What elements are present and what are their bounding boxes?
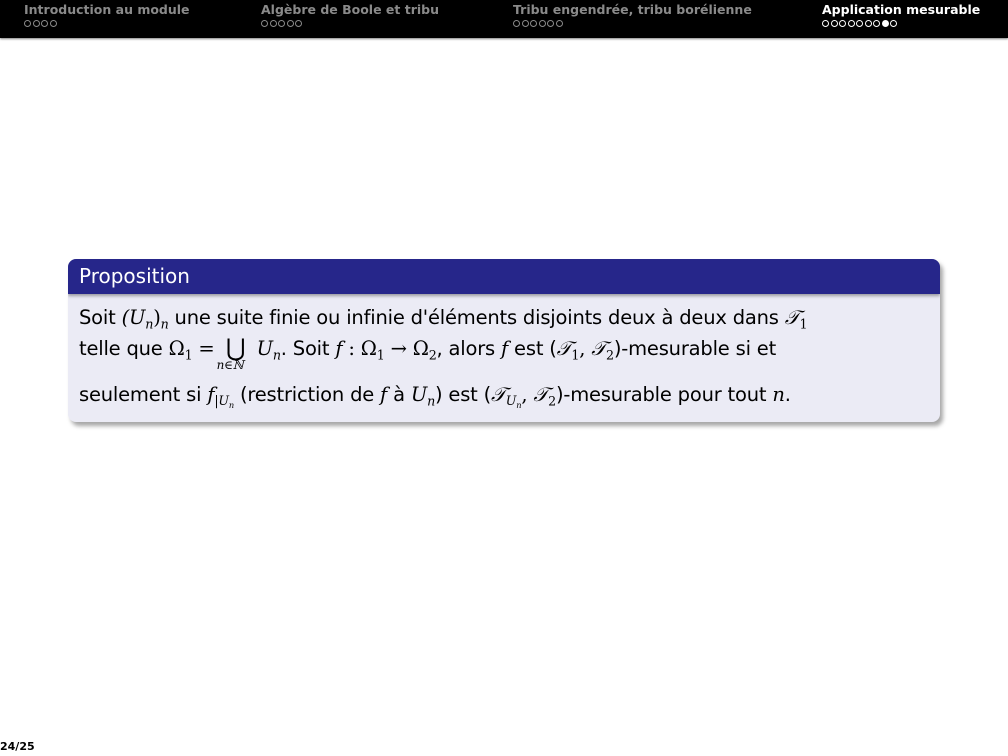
math-sub: 1 bbox=[571, 347, 580, 363]
text: à bbox=[387, 383, 411, 406]
math-sub-text: |U bbox=[214, 393, 229, 409]
math-n: n bbox=[772, 383, 785, 406]
math-calligraphic-t: 𝒯 bbox=[556, 337, 572, 360]
nav-dot[interactable] bbox=[547, 20, 554, 27]
page-number: 24/25 bbox=[0, 740, 35, 753]
nav-section-application-mesurable[interactable] bbox=[822, 2, 980, 28]
nav-dot[interactable] bbox=[513, 20, 520, 27]
big-union-operator bbox=[216, 333, 251, 372]
math-sub: 2 bbox=[548, 393, 556, 409]
text: )-mesurable si et bbox=[613, 337, 777, 360]
nav-section-tribu-engendree[interactable] bbox=[513, 2, 752, 28]
math-comma: , bbox=[521, 383, 534, 406]
nav-dot[interactable] bbox=[556, 20, 563, 27]
nav-dot[interactable] bbox=[873, 20, 880, 27]
nav-dot[interactable] bbox=[24, 20, 31, 27]
nav-section-title[interactable]: Application mesurable bbox=[822, 2, 981, 17]
nav-dot[interactable] bbox=[831, 20, 838, 27]
math-sub: n bbox=[145, 316, 154, 332]
nav-dot[interactable] bbox=[261, 20, 268, 27]
nav-dot[interactable] bbox=[856, 20, 863, 27]
math-sub: 2 bbox=[428, 347, 437, 363]
math-restriction-sub bbox=[214, 393, 234, 411]
math-sub: n bbox=[272, 347, 281, 363]
block-title: Proposition bbox=[68, 259, 940, 294]
text: , alors bbox=[436, 337, 502, 360]
math-calligraphic-t: 𝒯 bbox=[491, 383, 506, 406]
nav-dot[interactable] bbox=[822, 20, 829, 27]
math-sub: 1 bbox=[184, 347, 193, 363]
math-omega: Ω bbox=[360, 337, 377, 360]
nav-section-boole[interactable] bbox=[261, 2, 439, 28]
nav-section-dots bbox=[822, 18, 980, 28]
nav-section-title[interactable]: Algèbre de Boole et tribu bbox=[261, 2, 439, 17]
text: telle que bbox=[79, 337, 169, 360]
proposition-line-1 bbox=[79, 302, 929, 333]
text: est ( bbox=[508, 337, 557, 360]
math-omega: Ω bbox=[168, 337, 185, 360]
math-comma: , bbox=[579, 337, 592, 360]
nav-dot[interactable] bbox=[539, 20, 546, 27]
math-u: U bbox=[410, 383, 428, 406]
text: une suite finie ou infinie d'éléments disjoints deux à deux dans bbox=[168, 306, 785, 329]
text: ) est ( bbox=[435, 383, 492, 406]
math-sub-text: U bbox=[505, 393, 517, 409]
math-equals: = bbox=[192, 337, 221, 360]
nav-section-dots bbox=[24, 18, 190, 28]
math-f: f bbox=[335, 337, 343, 360]
nav-dot[interactable] bbox=[865, 20, 872, 27]
nav-dot[interactable] bbox=[530, 20, 537, 27]
math-omega: Ω bbox=[412, 337, 429, 360]
math-u: U bbox=[256, 337, 273, 360]
proposition-block bbox=[68, 259, 940, 422]
text: )-mesurable pour tout bbox=[555, 383, 773, 406]
nav-dot[interactable] bbox=[33, 20, 40, 27]
nav-dot[interactable] bbox=[41, 20, 48, 27]
math-calligraphic-t: 𝒯 bbox=[533, 383, 549, 406]
nav-dot[interactable] bbox=[278, 20, 285, 27]
math-calligraphic-t: 𝒯 bbox=[591, 337, 607, 360]
navigation-bar bbox=[0, 0, 1008, 38]
nav-dot[interactable] bbox=[50, 20, 57, 27]
math-sub: 1 bbox=[799, 316, 808, 332]
math-sub-compound bbox=[505, 393, 522, 411]
nav-dot[interactable] bbox=[839, 20, 846, 27]
math-u-open: (U bbox=[121, 306, 146, 329]
nav-section-title[interactable]: Introduction au module bbox=[24, 2, 190, 17]
nav-section-introduction[interactable] bbox=[24, 2, 190, 28]
proposition-line-3 bbox=[79, 379, 929, 410]
nav-dot[interactable] bbox=[295, 20, 302, 27]
text: seulement si bbox=[79, 383, 208, 406]
text: (restriction de bbox=[233, 383, 381, 406]
nav-dot-current[interactable] bbox=[882, 20, 889, 27]
math-f: f bbox=[501, 337, 509, 360]
text: Soit bbox=[79, 306, 122, 329]
big-union-symbol: ⋃ bbox=[225, 334, 246, 362]
math-subsub: n bbox=[228, 400, 234, 411]
proposition-line-2 bbox=[79, 333, 929, 372]
nav-section-dots bbox=[261, 18, 439, 28]
text: . Soit bbox=[280, 337, 336, 360]
text: . bbox=[784, 383, 791, 406]
math-sub: 1 bbox=[376, 347, 385, 363]
big-union-index: n∈ℕ bbox=[216, 358, 244, 372]
math-sub: 2 bbox=[606, 347, 614, 363]
nav-dot[interactable] bbox=[522, 20, 529, 27]
nav-dot[interactable] bbox=[270, 20, 277, 27]
math-calligraphic-t: 𝒯 bbox=[784, 306, 800, 329]
math-subsub: n bbox=[516, 400, 522, 411]
math-f: f bbox=[380, 383, 388, 406]
nav-dot[interactable] bbox=[890, 20, 897, 27]
nav-dot[interactable] bbox=[287, 20, 294, 27]
nav-section-title[interactable]: Tribu engendrée, tribu borélienne bbox=[513, 2, 752, 17]
math-arrow: → bbox=[384, 337, 413, 360]
math-sub: n bbox=[160, 316, 169, 332]
nav-section-dots bbox=[513, 18, 752, 28]
math-paren: ) bbox=[153, 306, 161, 329]
math-colon: : bbox=[342, 337, 361, 360]
block-body bbox=[68, 294, 940, 422]
math-f: f bbox=[207, 383, 215, 406]
math-sub: n bbox=[427, 393, 436, 409]
nav-dot[interactable] bbox=[848, 20, 855, 27]
